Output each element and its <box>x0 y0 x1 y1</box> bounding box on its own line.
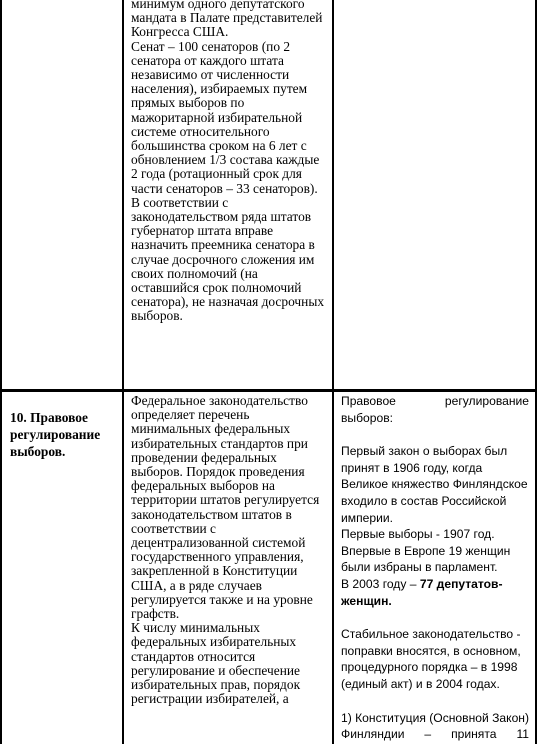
right-first-elections: Первые выборы - 1907 год. <box>341 527 495 542</box>
table-left-border <box>0 0 2 744</box>
row-10-right-cell <box>341 393 529 744</box>
paragraph-senate-composition: Сенат – 100 сенаторов (по 2 сенатора от каждого штата независимо от численности населения), избираемых путем прямых выборов по мажоритарной избирательной системе относительного большинства сроком на 6 лет с обновлением 1/3 состава каждые 2 года (ротационный срок для части сенаторов – 33 сенаторов). <box>131 38 320 196</box>
right-2003-women <box>341 576 529 609</box>
right-2003-prefix: В 2003 году – <box>341 576 420 591</box>
row-10-heading-cell <box>10 409 118 469</box>
column-divider-1 <box>122 0 124 744</box>
paragraph-minimal-standards: К числу минимальных федеральных избирательных стандартов относится регулирование и обеспечение избирательных прав, порядок регистрации избирателей, а <box>131 620 301 707</box>
paragraph-federal-legislation: Федеральное законодательство определяет перечень минимальных федеральных избирательных стандартов при проведении федеральных выборов. Порядок проведения федеральных выборов на территории штатов регулируется законодательством штатов в соответствии с децентрализованной системой государственного управления, закрепленной в Конституции США, а в ряде случаев регулируется также и на уровне графств. <box>131 394 320 622</box>
top-row-center-cell <box>131 0 328 387</box>
paragraph-senator-successor: В соответствии с законодательством ряда штатов губернатор штата вправе назначить преемника сенатора в случае досрочного сложения им своих полномочий (на оставшийся срок полномочий сенатора), не назначая досрочных выборов. <box>131 194 325 324</box>
paragraph-representatives-mandate: минимум одного депутатского мандата в Палате представителей Конгресса США. <box>131 0 323 40</box>
right-women-elected: Впервые в Европе 19 женщин были избраны в парламент. <box>341 543 511 575</box>
right-2003-bold: 77 депутатов-женщин. <box>341 576 503 608</box>
right-constitution-item: 1) Конституция (Основной Закон) Финляндии – принята 11 <box>341 710 529 742</box>
row-10-heading: 10. Правовое регулирование выборов. <box>10 410 101 459</box>
row-divider <box>0 389 537 392</box>
right-intro: Правовое регулирование выборов: <box>341 394 529 425</box>
right-first-election-law: Первый закон о выборах был принят в 1906 году, когда Великое княжество Финляндское входило в состав Российской империи. <box>341 444 528 525</box>
row-10-center-cell <box>131 394 328 744</box>
right-stable-legislation: Стабильное законодательство - поправки вносятся, в основном, процедурного порядка – в 1998 (единый акт) и в 2004 годах. <box>341 627 521 691</box>
column-divider-2 <box>332 0 334 744</box>
